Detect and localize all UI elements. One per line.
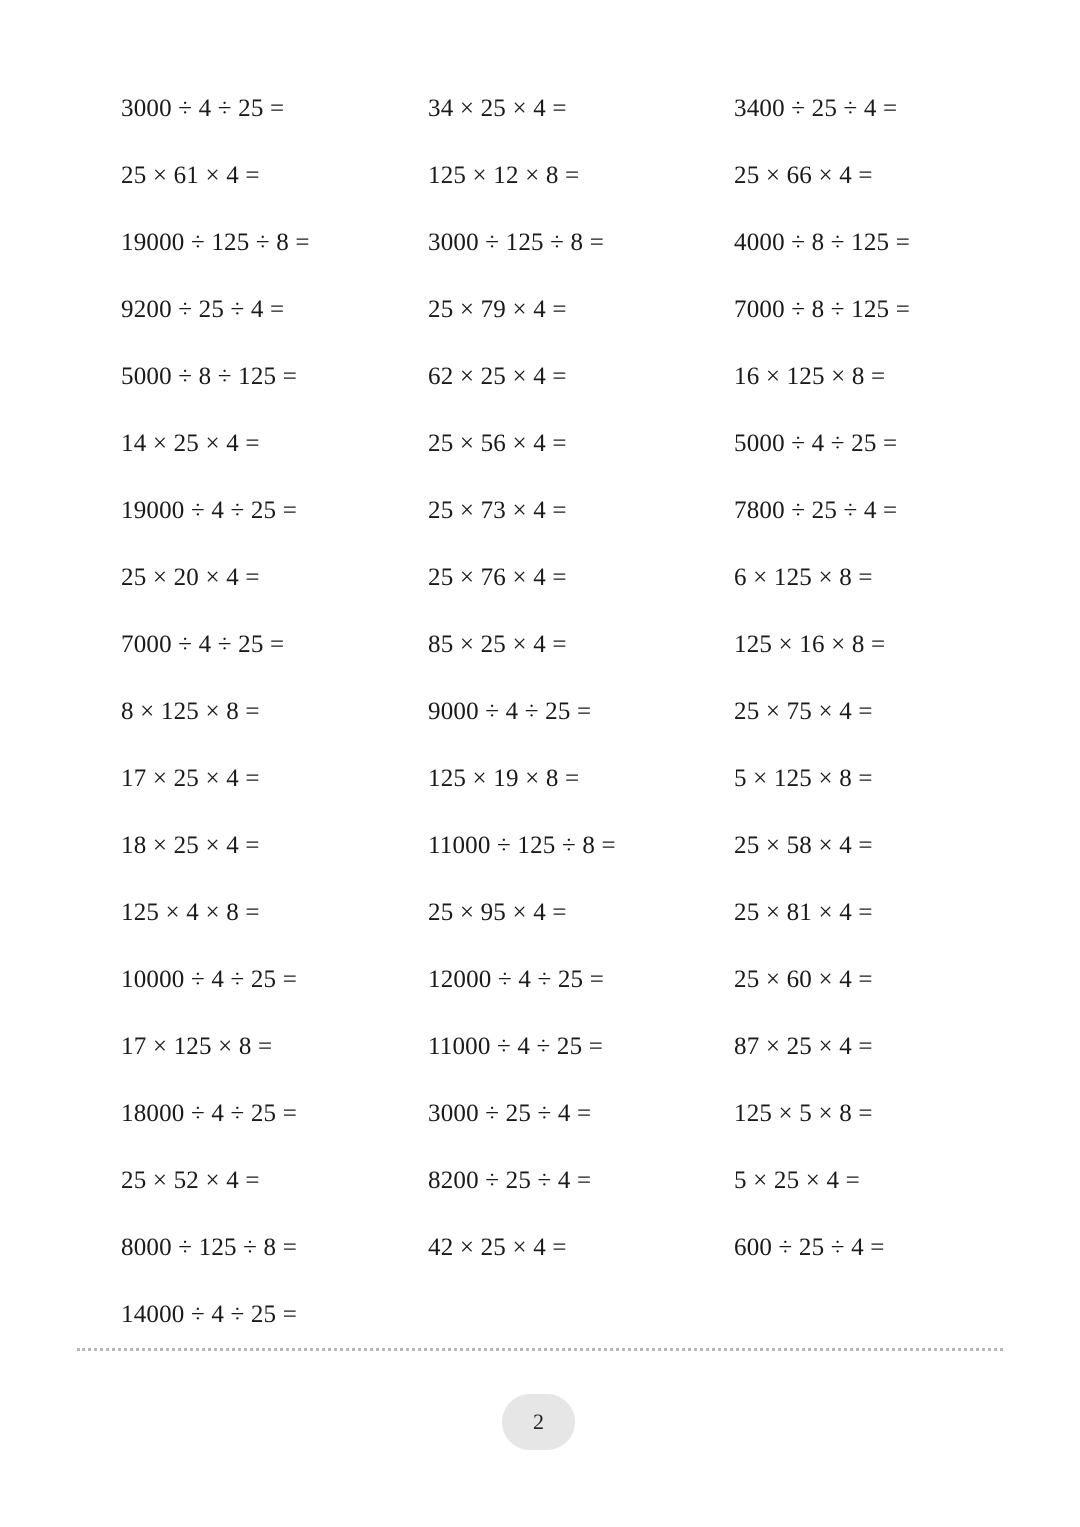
problem-item: 25 × 79 × 4 =: [428, 296, 567, 323]
problem-item: 11000 ÷ 125 ÷ 8 =: [428, 832, 616, 859]
problem-item: 16 × 125 × 8 =: [734, 363, 886, 390]
problem-item: 12000 ÷ 4 ÷ 25 =: [428, 966, 604, 993]
problem-item: 25 × 75 × 4 =: [734, 698, 873, 725]
problem-item: 25 × 73 × 4 =: [428, 497, 567, 524]
problem-item: 10000 ÷ 4 ÷ 25 =: [121, 966, 297, 993]
problem-item: 3400 ÷ 25 ÷ 4 =: [734, 95, 898, 122]
problem-item: 5 × 25 × 4 =: [734, 1167, 860, 1194]
problem-item: 8200 ÷ 25 ÷ 4 =: [428, 1167, 592, 1194]
problem-item: 25 × 60 × 4 =: [734, 966, 873, 993]
problem-column-3: [734, 88, 1034, 1294]
problem-item: 125 × 16 × 8 =: [734, 631, 886, 658]
problem-item: 25 × 58 × 4 =: [734, 832, 873, 859]
problem-item: 34 × 25 × 4 =: [428, 95, 567, 122]
problem-item: 3000 ÷ 125 ÷ 8 =: [428, 229, 604, 256]
page-number-badge: [502, 1394, 575, 1450]
dotted-divider: [77, 1348, 1003, 1351]
problem-item: 3000 ÷ 4 ÷ 25 =: [121, 95, 285, 122]
problem-item: 87 × 25 × 4 =: [734, 1033, 873, 1060]
problem-item: 25 × 95 × 4 =: [428, 899, 567, 926]
problem-column-1: [121, 88, 421, 1361]
problem-item: 7800 ÷ 25 ÷ 4 =: [734, 497, 898, 524]
problem-item: 125 × 12 × 8 =: [428, 162, 580, 189]
problem-item: 7000 ÷ 8 ÷ 125 =: [734, 296, 910, 323]
problem-item: 7000 ÷ 4 ÷ 25 =: [121, 631, 285, 658]
problem-item: 8000 ÷ 125 ÷ 8 =: [121, 1234, 297, 1261]
problem-column-2: [428, 88, 728, 1294]
problem-item: 42 × 25 × 4 =: [428, 1234, 567, 1261]
problem-item: 25 × 20 × 4 =: [121, 564, 260, 591]
problem-item: 125 × 5 × 8 =: [734, 1100, 873, 1127]
problem-item: 18 × 25 × 4 =: [121, 832, 260, 859]
problem-item: 85 × 25 × 4 =: [428, 631, 567, 658]
problem-item: 25 × 66 × 4 =: [734, 162, 873, 189]
problem-item: 25 × 76 × 4 =: [428, 564, 567, 591]
problem-item: 8 × 125 × 8 =: [121, 698, 260, 725]
problem-item: 125 × 19 × 8 =: [428, 765, 580, 792]
problem-item: 125 × 4 × 8 =: [121, 899, 260, 926]
problem-item: 25 × 61 × 4 =: [121, 162, 260, 189]
problem-item: 6 × 125 × 8 =: [734, 564, 873, 591]
problem-item: 5000 ÷ 4 ÷ 25 =: [734, 430, 898, 457]
problem-item: 17 × 125 × 8 =: [121, 1033, 273, 1060]
problem-item: 9000 ÷ 4 ÷ 25 =: [428, 698, 592, 725]
problem-item: 600 ÷ 25 ÷ 4 =: [734, 1234, 885, 1261]
problem-item: 25 × 56 × 4 =: [428, 430, 567, 457]
problem-item: 14000 ÷ 4 ÷ 25 =: [121, 1301, 297, 1328]
problem-item: 19000 ÷ 4 ÷ 25 =: [121, 497, 297, 524]
problem-item: 3000 ÷ 25 ÷ 4 =: [428, 1100, 592, 1127]
problem-item: 14 × 25 × 4 =: [121, 430, 260, 457]
problem-item: 9200 ÷ 25 ÷ 4 =: [121, 296, 285, 323]
problem-item: 18000 ÷ 4 ÷ 25 =: [121, 1100, 297, 1127]
problem-item: 17 × 25 × 4 =: [121, 765, 260, 792]
problem-item: 5 × 125 × 8 =: [734, 765, 873, 792]
problem-item: 19000 ÷ 125 ÷ 8 =: [121, 229, 310, 256]
problem-item: 5000 ÷ 8 ÷ 125 =: [121, 363, 297, 390]
problem-item: 25 × 52 × 4 =: [121, 1167, 260, 1194]
problem-item: 62 × 25 × 4 =: [428, 363, 567, 390]
problem-item: 4000 ÷ 8 ÷ 125 =: [734, 229, 910, 256]
problem-item: 25 × 81 × 4 =: [734, 899, 873, 926]
page-number: 2: [533, 1409, 544, 1434]
problem-item: 11000 ÷ 4 ÷ 25 =: [428, 1033, 604, 1060]
